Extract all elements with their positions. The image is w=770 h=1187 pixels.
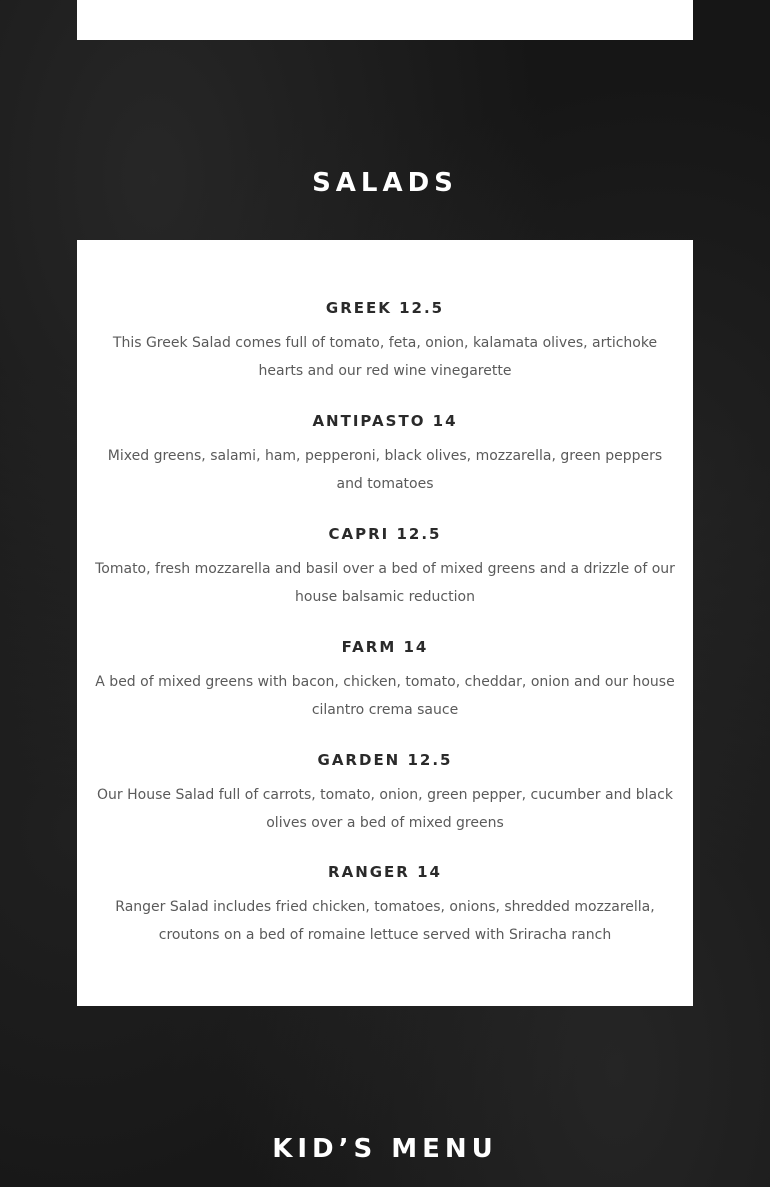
menu-item-title: FARM 14 (341, 638, 429, 656)
menu-item-description: Mixed greens, salami, ham, pepperoni, black olives, mozzarella, green peppers and tomatoes (107, 448, 663, 492)
menu-item-antipasto (77, 412, 693, 498)
menu-item-ranger (77, 863, 693, 949)
menu-item-title: RANGER 14 (328, 863, 442, 881)
menu-item-description: This Greek Salad comes full of tomato, feta, onion, kalamata olives, artichoke hearts and our red wine vinegarette (112, 335, 658, 379)
previous-menu-card (77, 0, 693, 40)
menu-item-title: CAPRI 12.5 (328, 525, 442, 543)
menu-item-description: Tomato, fresh mozzarella and basil over a bed of mixed greens and a drizzle of our house balsamic reduction (95, 561, 675, 605)
menu-item-title: GREEK 12.5 (325, 299, 445, 317)
menu-item-description: A bed of mixed greens with bacon, chicken, tomato, cheddar, onion and our house cilantro crema sauce (95, 674, 675, 718)
menu-item-description: Our House Salad full of carrots, tomato, onion, green pepper, cucumber and black olives over a bed of mixed greens (97, 787, 673, 831)
menu-item-title: GARDEN 12.5 (317, 751, 453, 769)
menu-item-description: Ranger Salad includes fried chicken, tomatoes, onions, shredded mozzarella, croutons on a bed of romaine lettuce served with Sriracha ranch (115, 899, 655, 943)
menu-item-garden (77, 751, 693, 837)
menu-item-farm (77, 638, 693, 724)
menu-item-title: ANTIPASTO 14 (312, 412, 458, 430)
salads-section-title: SALADS (312, 168, 458, 198)
salads-menu-card (77, 240, 693, 1006)
menu-item-greek (77, 299, 693, 385)
menu-item-capri (77, 525, 693, 611)
kids-menu-section-title: KID’S MENU (272, 1134, 498, 1164)
